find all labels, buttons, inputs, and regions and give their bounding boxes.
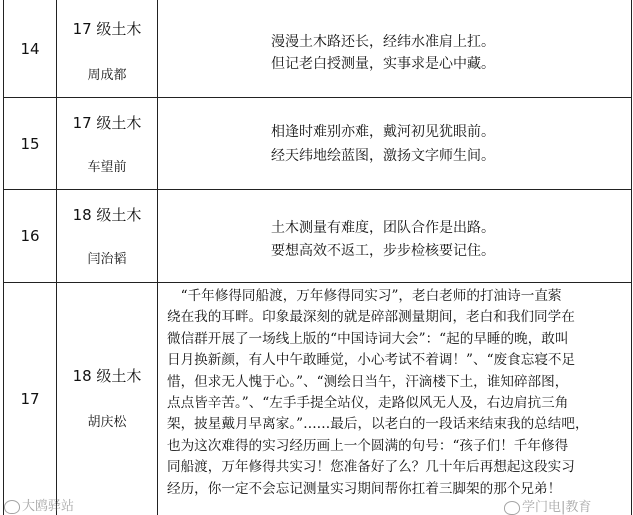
author-name: 周成都 bbox=[87, 68, 127, 83]
watermark-right: 学门电|教育 bbox=[504, 496, 591, 515]
class-label: 18 级土木 bbox=[72, 367, 142, 385]
row-number: 15 bbox=[4, 98, 57, 189]
author-name: 车望前 bbox=[87, 160, 127, 175]
table-row bbox=[4, 283, 631, 515]
text-line: 也为这次难得的实习经历画上一个圆满的句号：“孩子们！千年修得 bbox=[167, 437, 569, 454]
author-name: 胡庆松 bbox=[87, 415, 127, 430]
row-number: 16 bbox=[4, 190, 57, 282]
class-label: 18 级土木 bbox=[72, 206, 142, 224]
poem-table bbox=[3, 0, 632, 515]
poem-line: 但记老白授测量，实事求是心中藏。 bbox=[271, 56, 495, 72]
table-row bbox=[4, 190, 631, 283]
poem-cell bbox=[158, 0, 631, 97]
text-line: 绕在我的耳畔。印象最深刻的就是碎部测量期间，老白和我们同学在 bbox=[167, 309, 575, 326]
author-cell bbox=[57, 98, 158, 189]
author-cell bbox=[57, 190, 158, 282]
poem-line: 相逢时难别亦难，戴河初见犹眼前。 bbox=[271, 124, 495, 140]
reflection-text bbox=[167, 286, 627, 500]
row-number: 17 bbox=[4, 283, 57, 515]
author-cell bbox=[57, 283, 158, 515]
poem-line: 土木测量有难度，团队合作是出路。 bbox=[271, 220, 495, 236]
wechat-icon bbox=[504, 501, 520, 515]
text-line: 惜，但求无人愧于心。”、“测绘日当午，汗滴楼下土，谁知碎部图， bbox=[167, 373, 569, 390]
row-number: 14 bbox=[4, 0, 57, 97]
text-line: 架，披星戴月早离家。”……最后，以老白的一段话来结束我的总结吧， bbox=[167, 416, 589, 433]
class-label: 17 级土木 bbox=[72, 20, 142, 38]
poem-line: 要想高效不返工，步步检核要记住。 bbox=[271, 243, 495, 259]
author-cell bbox=[57, 0, 158, 97]
table-row bbox=[4, 98, 631, 190]
text-line: 同船渡，万年修得共实习！您准备好了么？几十年后再想起这段实习 bbox=[167, 459, 575, 476]
text-line: 微信群开展了一场线上版的“中国诗词大会”：“起的早睡的晚，敢叫 bbox=[167, 330, 569, 347]
poem-cell bbox=[158, 283, 631, 515]
poem-cell bbox=[158, 98, 631, 189]
weibo-icon bbox=[4, 500, 20, 514]
author-name: 闫治韬 bbox=[87, 252, 127, 267]
text-line: 点点皆辛苦。”、“左手手提全站仪，走路似风无人及，右边肩抗三角 bbox=[167, 395, 569, 412]
poem-line: 经天纬地绘蓝图，激扬文字师生间。 bbox=[271, 148, 495, 164]
watermark-left: 大鸥驿站 bbox=[4, 495, 74, 514]
text-line: 日月换新颜，有人中午敢睡觉，小心考试不着调！”、“废食忘寝不足 bbox=[167, 352, 576, 369]
text-line: “千年修得同船渡，万年修得同实习”，老白老师的打油诗一直萦 bbox=[167, 288, 562, 304]
poem-cell bbox=[158, 190, 631, 282]
table-row bbox=[4, 0, 631, 98]
poem-line: 漫漫土木路还长，经纬水准肩上扛。 bbox=[271, 34, 495, 50]
class-label: 17 级土木 bbox=[72, 114, 142, 132]
text-line: 经历，你一定不会忘记测量实习期间帮你扛着三脚架的那个兄弟！ bbox=[167, 480, 562, 497]
